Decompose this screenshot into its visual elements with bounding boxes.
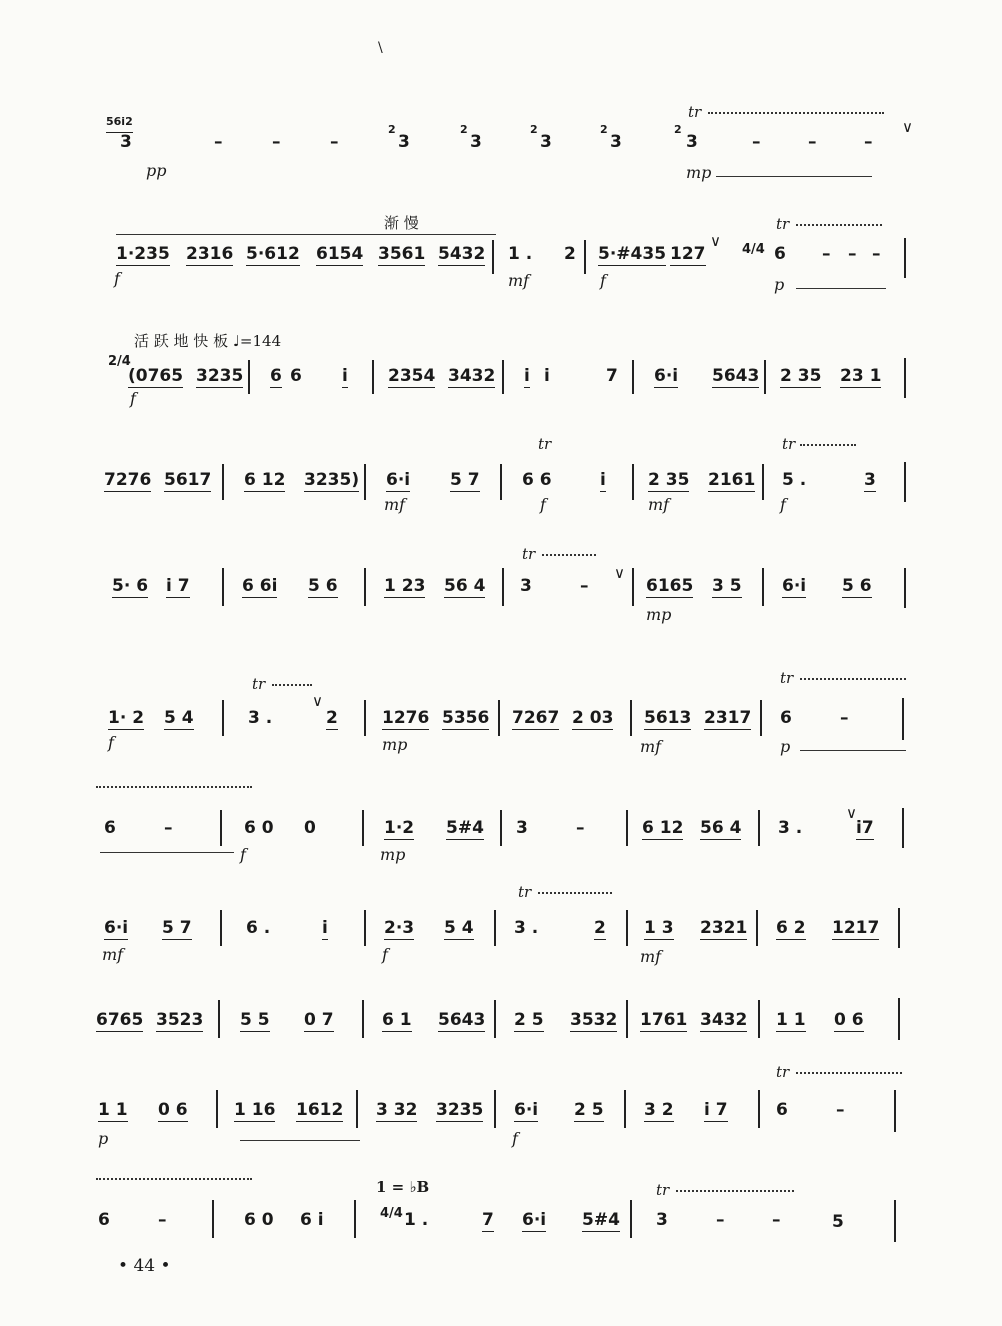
barline xyxy=(624,1090,626,1128)
note-group: 6 12 xyxy=(642,818,684,838)
note-group: 3 . xyxy=(248,708,273,728)
page-number: • 44 • xyxy=(118,1256,171,1276)
trill-line xyxy=(800,678,906,686)
note-group: 5 7 xyxy=(450,470,480,490)
barline xyxy=(902,698,904,740)
note: – xyxy=(808,132,817,152)
note-group: 1 . xyxy=(404,1210,429,1230)
trill-continuation xyxy=(96,786,252,794)
note: – xyxy=(822,244,831,264)
tempo-marking: 活 跃 地 快 板 ♩=144 xyxy=(134,332,282,350)
note-group: 23 1 xyxy=(840,366,882,386)
grace-note: 2 xyxy=(530,123,538,136)
dynamic-mf: mf xyxy=(640,737,662,756)
trill-mark: tr xyxy=(518,883,532,901)
note-group: 1761 xyxy=(640,1010,688,1030)
time-signature: 2/4 xyxy=(108,354,131,369)
note-group: 7276 xyxy=(104,470,152,490)
note-group: 6 0 xyxy=(244,818,274,838)
note-group: 2161 xyxy=(708,470,756,490)
barline xyxy=(492,240,494,274)
note: 2 xyxy=(326,708,338,728)
note-group: 5432 xyxy=(438,244,486,264)
note-group: 6 6i xyxy=(242,576,278,596)
note-group: 5 5 xyxy=(240,1010,270,1030)
barline xyxy=(498,700,500,736)
barline xyxy=(762,464,764,500)
barline xyxy=(372,360,374,394)
barline xyxy=(494,910,496,946)
note: – xyxy=(772,1210,781,1230)
note-group: 1· 2 xyxy=(108,708,145,728)
barline xyxy=(500,810,502,846)
barline xyxy=(632,568,634,606)
barline xyxy=(764,360,766,394)
barline xyxy=(212,1200,214,1238)
fermata-note: 6 xyxy=(774,244,786,264)
note-group: 7267 xyxy=(512,708,560,728)
dynamic-f: f xyxy=(382,945,388,964)
barline xyxy=(626,1000,628,1038)
note: – xyxy=(576,818,585,838)
note-group: i 7 xyxy=(704,1100,728,1120)
barline xyxy=(248,360,250,394)
barline xyxy=(354,1200,356,1238)
note: – xyxy=(272,132,281,152)
note-group: 3432 xyxy=(448,366,496,386)
dynamic-mp: mp xyxy=(380,845,406,864)
note-group: 6·i xyxy=(386,470,411,490)
breath-mark: ∨ xyxy=(710,232,721,250)
note-group: (0765 xyxy=(128,366,184,386)
note-group: 56 4 xyxy=(444,576,486,596)
note: – xyxy=(214,132,223,152)
note-group: 3532 xyxy=(570,1010,618,1030)
note-group: 2 5 xyxy=(574,1100,604,1120)
note-group: 0 6 xyxy=(158,1100,188,1120)
trill-mark: tr xyxy=(782,435,796,453)
trill-mark: tr xyxy=(688,103,702,121)
decrescendo-line xyxy=(796,288,886,295)
note-group: 1 3 xyxy=(644,918,674,938)
note: 2 xyxy=(594,918,606,938)
dynamic-mf: mf xyxy=(384,495,406,514)
dynamic-f: f xyxy=(780,495,786,514)
dynamic-f: f xyxy=(240,845,246,864)
crescendo-line xyxy=(716,176,872,183)
note-group: 6 1 xyxy=(382,1010,412,1030)
note-group: 3235 xyxy=(196,366,244,386)
note-group: 3561 xyxy=(378,244,426,264)
note: 2 xyxy=(564,244,576,264)
note-group: 6·i xyxy=(522,1210,547,1230)
trill-line xyxy=(800,444,856,452)
trill-line xyxy=(542,554,596,562)
note-group: 6·i xyxy=(514,1100,539,1120)
note: 0 xyxy=(304,818,316,838)
note-group: 1217 xyxy=(832,918,880,938)
note-group: 6165 xyxy=(646,576,694,596)
note: – xyxy=(836,1100,845,1120)
barline xyxy=(222,464,224,500)
barline xyxy=(502,568,504,606)
barline xyxy=(502,360,504,394)
barline xyxy=(364,464,366,500)
barline xyxy=(758,810,760,846)
note: – xyxy=(840,708,849,728)
note-group: 6·i xyxy=(104,918,129,938)
note: – xyxy=(872,244,881,264)
note-group: 5 7 xyxy=(162,918,192,938)
barline xyxy=(220,810,222,846)
barline xyxy=(364,700,366,736)
dynamic-p: p xyxy=(98,1129,109,1148)
trill-mark: tr xyxy=(780,669,794,687)
note: – xyxy=(158,1210,167,1230)
note: 3 xyxy=(516,818,528,838)
note: i xyxy=(600,470,606,490)
note-group: i 7 xyxy=(166,576,190,596)
note: – xyxy=(716,1210,725,1230)
barline xyxy=(632,464,634,500)
note: 3 xyxy=(520,576,532,596)
tempo-change: 渐 慢 xyxy=(384,214,419,232)
note: 3 xyxy=(864,470,876,490)
barline xyxy=(218,1000,220,1038)
note: – xyxy=(752,132,761,152)
note-group: 5 6 xyxy=(308,576,338,596)
barline xyxy=(894,1090,896,1132)
note: – xyxy=(848,244,857,264)
note-group: 3235 xyxy=(436,1100,484,1120)
note-group: 6154 xyxy=(316,244,364,264)
barline xyxy=(632,360,634,394)
decrescendo-line xyxy=(800,750,906,757)
barline xyxy=(494,1090,496,1128)
note: 3 xyxy=(470,132,482,152)
barline xyxy=(904,358,906,398)
barline xyxy=(894,1200,896,1242)
trill-mark: tr xyxy=(538,435,552,453)
barline xyxy=(760,700,762,736)
note-group: 2321 xyxy=(700,918,748,938)
note-group: 3 . xyxy=(514,918,539,938)
dynamic-mf: mf xyxy=(508,271,530,290)
note-group: 3523 xyxy=(156,1010,204,1030)
breath-mark: ∨ xyxy=(614,564,625,582)
dynamic-f: f xyxy=(130,389,136,408)
trill-line xyxy=(676,1190,794,1198)
note-group: 5·612 xyxy=(246,244,300,264)
note-group: 1 1 xyxy=(776,1010,806,1030)
dynamic-mf: mf xyxy=(640,947,662,966)
barline xyxy=(626,910,628,946)
breath-mark: ∨ xyxy=(846,804,857,822)
note-group: 6765 xyxy=(96,1010,144,1030)
note-group: 3 5 xyxy=(712,576,742,596)
trill-mark: tr xyxy=(252,675,266,693)
note: 3 xyxy=(610,132,622,152)
dynamic-f: f xyxy=(512,1129,518,1148)
barline xyxy=(904,238,906,278)
barline xyxy=(758,1090,760,1128)
fermata-note: 3 xyxy=(686,132,698,152)
note: 6 xyxy=(104,818,116,838)
dynamic-f: f xyxy=(540,495,546,514)
dynamic-mp: mp xyxy=(646,605,672,624)
grace-note: 2 xyxy=(600,123,608,136)
note: – xyxy=(864,132,873,152)
note: 3 xyxy=(656,1210,668,1230)
note: i xyxy=(322,918,328,938)
note-group: 6 6 xyxy=(522,470,552,490)
note: 3 . xyxy=(778,818,803,838)
barline xyxy=(494,1000,496,1038)
barline xyxy=(902,808,904,848)
note-group: 2316 xyxy=(186,244,234,264)
note-group: 1 23 xyxy=(384,576,426,596)
time-signature: 4/4 xyxy=(742,242,765,257)
note: – xyxy=(164,818,173,838)
barline xyxy=(220,910,222,946)
note-group: 5643 xyxy=(712,366,760,386)
note-group: 2·3 xyxy=(384,918,415,938)
barline xyxy=(904,462,906,502)
dynamic-mp: mp xyxy=(382,735,408,754)
note: 3 xyxy=(540,132,552,152)
note: 7 xyxy=(482,1210,494,1230)
grace-note: 56i2 xyxy=(106,112,133,133)
breath-mark: ∨ xyxy=(312,692,323,710)
note: 5 . xyxy=(782,470,807,490)
dynamic-pp: pp xyxy=(146,161,167,180)
barline xyxy=(904,568,906,608)
note: i xyxy=(342,366,348,386)
note-group: 6 0 xyxy=(244,1210,274,1230)
trill-line xyxy=(272,684,312,692)
breath-mark: ∨ xyxy=(902,118,913,136)
dynamic-mf: mf xyxy=(648,495,670,514)
barline xyxy=(216,1090,218,1128)
barline xyxy=(630,1200,632,1238)
barline xyxy=(500,464,502,500)
note-group: 6 i xyxy=(300,1210,324,1230)
note-group: 3 32 xyxy=(376,1100,418,1120)
barline xyxy=(364,910,366,946)
note: – xyxy=(580,576,589,596)
note-group: 1612 xyxy=(296,1100,344,1120)
barline xyxy=(222,568,224,606)
trill-mark: tr xyxy=(522,545,536,563)
grace-note: 2 xyxy=(674,123,682,136)
barline xyxy=(584,240,586,274)
note-group: 3432 xyxy=(700,1010,748,1030)
barline xyxy=(898,998,900,1040)
note-group: 5613 xyxy=(644,708,692,728)
dynamic-mp: mp xyxy=(686,163,712,182)
note-group: 2 03 xyxy=(572,708,614,728)
barline xyxy=(898,908,900,948)
note: 1 . xyxy=(508,244,533,264)
barline xyxy=(362,810,364,846)
note: 6 xyxy=(270,366,282,386)
accent-note: i xyxy=(544,366,550,386)
note: 6 xyxy=(776,1100,788,1120)
grace-note: 2 xyxy=(460,123,468,136)
trill-line xyxy=(796,1072,902,1080)
barline xyxy=(756,910,758,946)
crescendo-line xyxy=(240,1140,360,1147)
trill-line xyxy=(708,112,884,120)
note-group: 6 2 xyxy=(776,918,806,938)
note-group: 5 4 xyxy=(444,918,474,938)
note-group: 1 1 xyxy=(98,1100,128,1120)
note: 6 xyxy=(780,708,792,728)
trill-mark: tr xyxy=(656,1181,670,1199)
grace-note: 2 xyxy=(388,123,396,136)
trill-line xyxy=(796,224,882,232)
dynamic-f: f xyxy=(114,269,120,288)
note: – xyxy=(330,132,339,152)
accent-note: 6 xyxy=(290,366,302,386)
note-group: 1276 xyxy=(382,708,430,728)
note-group: 5356 xyxy=(442,708,490,728)
note-group: 0 6 xyxy=(834,1010,864,1030)
note-group: 5· 6 xyxy=(112,576,149,596)
note-group: 3 2 xyxy=(644,1100,674,1120)
tempo-change-line xyxy=(116,234,496,241)
barline xyxy=(758,1000,760,1038)
note-group: 2 35 xyxy=(648,470,690,490)
fermata-note: 3 xyxy=(120,132,132,152)
barline xyxy=(762,568,764,606)
note-group: 0 7 xyxy=(304,1010,334,1030)
barline xyxy=(626,810,628,846)
note-group: 2317 xyxy=(704,708,752,728)
page-number-value: 44 xyxy=(133,1256,156,1276)
dynamic-p: p xyxy=(780,737,791,756)
note: 5 xyxy=(832,1212,844,1232)
note-group: 2 35 xyxy=(780,366,822,386)
note-group: i7 xyxy=(856,818,874,838)
barline xyxy=(222,700,224,736)
note-group: 5643 xyxy=(438,1010,486,1030)
note-group: 6 . xyxy=(246,918,271,938)
trill-mark: tr xyxy=(776,1063,790,1081)
barline xyxy=(630,700,632,736)
note-group: 1 16 xyxy=(234,1100,276,1120)
note-group: 127 xyxy=(670,244,706,264)
note-group: 5·#435 xyxy=(598,244,667,264)
key-change: 1 = ♭B xyxy=(376,1178,430,1196)
barline xyxy=(362,1000,364,1038)
note-group: 2 5 xyxy=(514,1010,544,1030)
note: 7 xyxy=(606,366,618,386)
note: 3 xyxy=(398,132,410,152)
note: 6 xyxy=(98,1210,110,1230)
time-signature: 4/4 xyxy=(380,1206,403,1221)
note-group: 5 6 xyxy=(842,576,872,596)
dynamic-f: f xyxy=(108,733,114,752)
note: i xyxy=(524,366,530,386)
note-group: 56 4 xyxy=(700,818,742,838)
note-group: 5617 xyxy=(164,470,212,490)
dynamic-f: f xyxy=(600,271,606,290)
note-group: 6·i xyxy=(654,366,679,386)
note-group: 2354 xyxy=(388,366,436,386)
barline xyxy=(356,1090,358,1128)
dynamic-mf: mf xyxy=(102,945,124,964)
note-group: 5#4 xyxy=(582,1210,620,1230)
trill-continuation xyxy=(96,1178,252,1186)
note-group: 1·2 xyxy=(384,818,415,838)
dynamic-p: p xyxy=(774,275,785,294)
trill-line xyxy=(538,892,612,900)
note-group: 6·i xyxy=(782,576,807,596)
trill-mark: tr xyxy=(776,215,790,233)
note-group: 6 12 xyxy=(244,470,286,490)
note-group: 5#4 xyxy=(446,818,484,838)
note-group: 3235) xyxy=(304,470,360,490)
note-group: 5 4 xyxy=(164,708,194,728)
decrescendo-line xyxy=(100,852,234,859)
barline xyxy=(364,568,366,606)
note-group: 1·235 xyxy=(116,244,170,264)
stray-mark: \ xyxy=(378,40,383,56)
